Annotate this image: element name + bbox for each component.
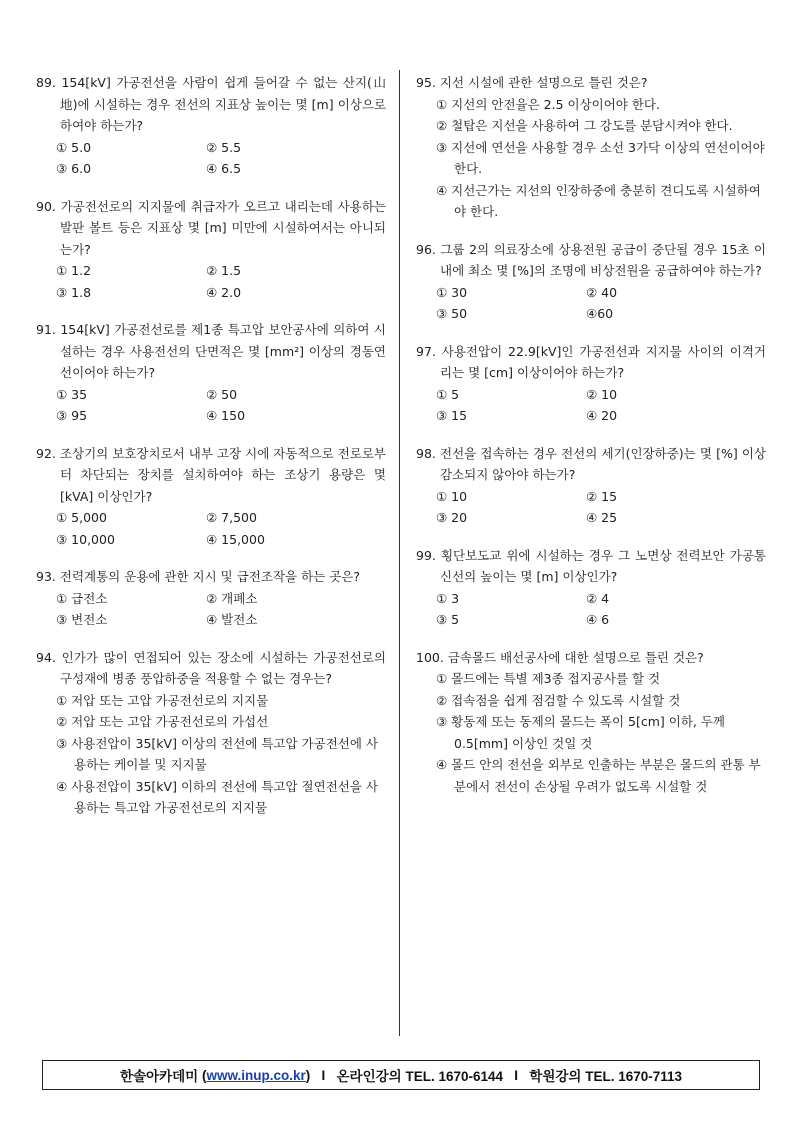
answer-option: ③ 20 bbox=[436, 510, 468, 525]
answer-option: ① 지선의 안전율은 2.5 이상이어야 한다. bbox=[436, 96, 660, 112]
answer-option: ④ 6 bbox=[586, 612, 610, 627]
question-text bbox=[416, 647, 766, 669]
answer-option: ① 10 bbox=[436, 488, 468, 504]
answer-option: ④ 지선근가는 지선의 인장하중에 충분히 견디도록 시설하여야 한다. bbox=[436, 182, 761, 219]
question-number: 100. bbox=[416, 649, 444, 665]
answer-option: ③ 5 bbox=[436, 612, 460, 627]
question-text bbox=[36, 443, 386, 508]
question-number: 92. bbox=[36, 445, 56, 461]
question-number: 97. bbox=[416, 343, 436, 359]
question-body: 금속몰드 배선공사에 대한 설명으로 틀린 것은? bbox=[447, 649, 704, 665]
option-list bbox=[416, 94, 766, 223]
question-number: 95. bbox=[416, 75, 436, 90]
option-grid bbox=[36, 507, 386, 550]
footer-link[interactable]: www.inup.co.kr bbox=[206, 1067, 306, 1083]
answer-option: ① 급전소 bbox=[56, 590, 108, 606]
question-number: 99. bbox=[416, 547, 436, 563]
answer-option: ① 5.0 bbox=[56, 139, 92, 155]
option-grid bbox=[36, 260, 386, 303]
question bbox=[36, 566, 386, 631]
question-text bbox=[416, 239, 766, 282]
question-number: 89. bbox=[36, 75, 56, 90]
answer-option: ③ 6.0 bbox=[56, 161, 92, 176]
answer-option: ③ 10,000 bbox=[56, 531, 115, 547]
answer-option: ② 50 bbox=[206, 386, 238, 402]
right-column bbox=[416, 72, 766, 813]
question-number: 96. bbox=[416, 241, 436, 257]
answer-option: ④ 20 bbox=[586, 408, 618, 423]
question-body: 전력계통의 운용에 관한 지시 및 급전조작을 하는 곳은? bbox=[59, 569, 360, 584]
question-number: 91. bbox=[36, 322, 56, 337]
left-column bbox=[36, 72, 386, 835]
answer-option: ① 3 bbox=[436, 590, 460, 606]
question-text bbox=[416, 443, 766, 486]
question-body: 전선을 접속하는 경우 전선의 세기(인장하중)는 몇 [%] 이상 감소되지 않아야 하는가? bbox=[440, 445, 766, 482]
option-grid bbox=[416, 384, 766, 427]
answer-option: ③ 황동제 또는 동제의 몰드는 폭이 5[cm] 이하, 두께 0.5[mm] 이상인 것일 것 bbox=[436, 714, 725, 751]
option-grid bbox=[416, 486, 766, 529]
question-text bbox=[36, 72, 386, 137]
question-body: 지선 시설에 관한 설명으로 틀린 것은? bbox=[439, 75, 648, 90]
answer-option: ④ 15,000 bbox=[206, 531, 265, 547]
footer-name: 한솔아카데미 bbox=[119, 1069, 199, 1084]
answer-option: ② 4 bbox=[586, 590, 610, 606]
answer-option: ④ 2.0 bbox=[206, 284, 242, 300]
question-body: 154[kV] 가공전선을 사람이 쉽게 들어갈 수 없는 산지(山地)에 시설하는 경우 전선의 지표상 높이는 몇 [m] 이상으로 하여야 하는가? bbox=[60, 75, 386, 133]
answer-option: ① 5 bbox=[436, 386, 460, 402]
answer-option: ① 1.2 bbox=[56, 263, 92, 278]
option-list bbox=[416, 668, 766, 797]
question-body: 인가가 많이 연접되어 있는 장소에 시설하는 가공전선로의 구성재에 병종 풍압하중을 적용할 수 없는 경우는? bbox=[60, 649, 386, 686]
answer-option: ④ 사용전압이 35[kV] 이하의 전선에 특고압 절연전선을 사용하는 특고압 가공전선로의 지지물 bbox=[56, 778, 378, 815]
question-body: 154[kV] 가공전선로를 제1종 특고압 보안공사에 의하여 시설하는 경우 사용전선의 단면적은 몇 [mm²] 이상의 경동연선이어야 하는가? bbox=[60, 322, 386, 380]
question-text bbox=[36, 319, 386, 384]
question bbox=[416, 72, 766, 223]
page-footer: 한솔아카데미 ( www.inup.co.kr ) I 온라인강의 TEL. 1670-6144 I 학원강의 TEL. 1670-7113 bbox=[42, 1060, 760, 1090]
option-grid bbox=[416, 588, 766, 631]
answer-option: ② 15 bbox=[586, 488, 618, 504]
answer-option: ① 5,000 bbox=[56, 510, 107, 525]
answer-option: ③ 15 bbox=[436, 408, 468, 423]
option-grid bbox=[36, 384, 386, 427]
question-text bbox=[36, 196, 386, 261]
question-number: 98. bbox=[416, 445, 436, 461]
answer-option: ④ 몰드 안의 전선을 외부로 인출하는 부분은 몰드의 관통 부분에서 전선이 손상될 우려가 없도록 시설할 것 bbox=[436, 757, 761, 794]
answer-option: ② 40 bbox=[586, 284, 618, 300]
question-body: 횡단보도교 위에 시설하는 경우 그 노면상 전력보안 가공통신선의 높이는 몇 [m] 이상인가? bbox=[440, 547, 766, 584]
question bbox=[36, 72, 386, 180]
option-grid bbox=[416, 282, 766, 325]
answer-option: ④60 bbox=[586, 306, 614, 321]
question bbox=[416, 545, 766, 631]
question-number: 93. bbox=[36, 569, 56, 584]
option-grid bbox=[36, 588, 386, 631]
answer-option: ③ 1.8 bbox=[56, 284, 92, 300]
answer-option: ② 5.5 bbox=[206, 139, 242, 155]
answer-option: ④ 6.5 bbox=[206, 161, 242, 176]
question bbox=[36, 196, 386, 304]
option-list bbox=[36, 690, 386, 819]
answer-option: ① 35 bbox=[56, 386, 88, 402]
answer-option: ② 접속점을 쉽게 점검할 수 있도록 시설할 것 bbox=[436, 692, 681, 708]
question bbox=[36, 443, 386, 551]
answer-option: ③ 변전소 bbox=[56, 612, 108, 627]
answer-option: ② 7,500 bbox=[206, 510, 257, 525]
answer-option: ② 저압 또는 고압 가공전선로의 가섭선 bbox=[56, 714, 269, 729]
question-body: 그룹 2의 의료장소에 상용전원 공급이 중단될 경우 15초 이내에 최소 몇 [%]의 조명에 비상전원을 공급하여야 하는가? bbox=[440, 241, 766, 278]
footer-academy: 학원강의 TEL. 1670-7113 bbox=[529, 1069, 683, 1084]
question bbox=[416, 647, 766, 798]
footer-online: 온라인강의 TEL. 1670-6144 bbox=[336, 1069, 504, 1084]
answer-option: ③ 95 bbox=[56, 408, 88, 423]
question-text bbox=[416, 72, 766, 94]
answer-option: ④ 발전소 bbox=[206, 612, 258, 627]
answer-option: ① 몰드에는 특별 제3종 접지공사를 할 것 bbox=[436, 671, 661, 686]
question bbox=[416, 341, 766, 427]
answer-option: ④ 150 bbox=[206, 408, 246, 423]
answer-option: ④ 25 bbox=[586, 510, 618, 525]
answer-option: ② 철탑은 지선을 사용하여 그 강도를 분담시켜야 한다. bbox=[436, 118, 733, 133]
answer-option: ② 1.5 bbox=[206, 263, 242, 278]
answer-option: ② 개폐소 bbox=[206, 590, 258, 606]
answer-option: ③ 50 bbox=[436, 306, 468, 321]
question bbox=[416, 239, 766, 325]
question-number: 90. bbox=[36, 198, 56, 214]
column-divider bbox=[399, 70, 400, 1036]
answer-option: ③ 사용전압이 35[kV] 이상의 전선에 특고압 가공전선에 사용하는 케이블 및 지지물 bbox=[56, 735, 378, 772]
option-grid bbox=[36, 137, 386, 180]
answer-option: ③ 지선에 연선을 사용할 경우 소선 3가닥 이상의 연선이어야 한다. bbox=[436, 139, 765, 176]
question-text bbox=[36, 566, 386, 588]
question bbox=[36, 647, 386, 819]
question-body: 사용전압이 22.9[kV]인 가공전선과 지지물 사이의 이격거리는 몇 [cm] 이상이어야 하는가? bbox=[440, 343, 766, 380]
question-text bbox=[416, 341, 766, 384]
question-text bbox=[416, 545, 766, 588]
question-body: 조상기의 보호장치로서 내부 고장 시에 자동적으로 전로로부터 차단되는 장치를 설치하여야 하는 조상기 용량은 몇 [kVA] 이상인가? bbox=[59, 445, 387, 504]
answer-option: ① 30 bbox=[436, 284, 468, 300]
question bbox=[416, 443, 766, 529]
question-number: 94. bbox=[36, 649, 56, 665]
question-text bbox=[36, 647, 386, 690]
answer-option: ① 저압 또는 고압 가공전선로의 지지물 bbox=[56, 692, 269, 708]
answer-option: ② 10 bbox=[586, 386, 618, 402]
question-body: 가공전선로의 지지물에 취급자가 오르고 내리는데 사용하는 발판 볼트 등은 지표상 몇 [m] 미만에 시설하여서는 아니되는가? bbox=[60, 198, 386, 257]
question bbox=[36, 319, 386, 427]
